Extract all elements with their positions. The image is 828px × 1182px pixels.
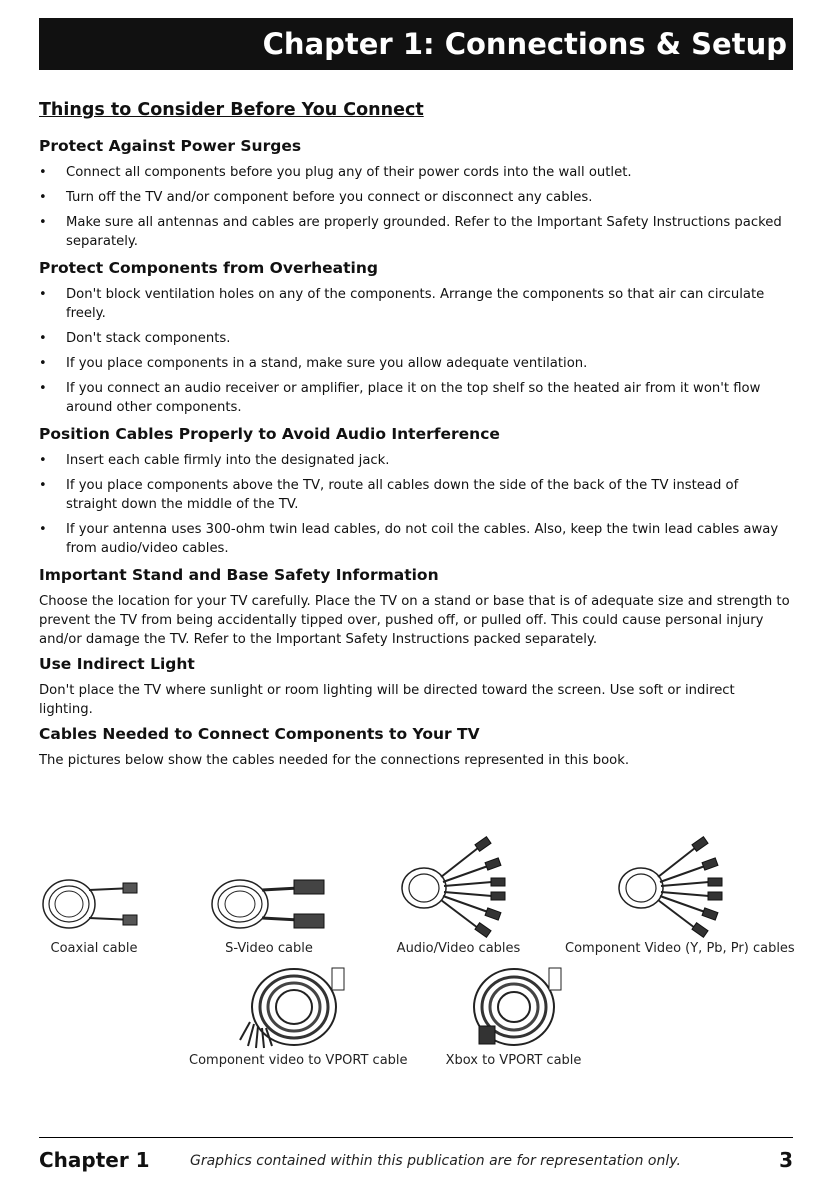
section-title-surges: Protect Against Power Surges [39,137,302,155]
list-item: • If you place components above the TV, route all cables down the side of the back of the TV instead of straight down the middle of the TV. [39,478,739,512]
caption-av: Audio/Video cables [396,941,521,956]
caption-svideo: S-Video cable [225,941,313,956]
page-content [39,97,791,774]
bullet-icon: • [39,215,47,230]
interference-list [39,451,791,558]
bullet-icon: • [39,381,47,396]
bullet-icon: • [39,331,47,346]
bullet-icon: • [39,190,47,205]
list-item: • If your antenna uses 300-ohm twin lead cables, do not coil the cables. Also, keep the twin lead cables away from audio/video cables. [39,522,779,556]
list-item: • Make sure all antennas and cables are properly grounded. Refer to the Important Safety Instructions packed separately. [39,215,782,249]
figure-component [565,832,795,958]
list-item: • If you connect an audio receiver or amplifier, place it on the top shelf so the heated air from it won't flow around other components. [39,381,761,415]
footer-divider [39,1137,793,1138]
footer-chapter-label: Chapter 1 [39,1148,150,1172]
bullet-icon: • [39,287,47,302]
bullet-icon: • [39,165,47,180]
caption-comp-vport: Component video to VPORT cable [189,1053,408,1068]
page-number: 3 [779,1148,793,1172]
section-title-stand: Important Stand and Base Safety Information [39,566,439,584]
cables-paragraph: The pictures below show the cables needed for the connections represented in this book. [39,753,630,768]
footer-note: Graphics contained within this publication are for representation only. [190,1153,681,1169]
chapter-header-bar [39,18,793,70]
bullet-icon: • [39,453,47,468]
figure-av [396,832,521,958]
section-title-cables: Cables Needed to Connect Components to Your TV [39,725,480,743]
section-title-overheating: Protect Components from Overheating [39,259,378,277]
list-item: • If you place components in a stand, make sure you allow adequate ventilation. [39,356,588,371]
chapter-title: Chapter 1: Connections & Setup [262,27,787,61]
caption-coaxial: Coaxial cable [50,941,138,956]
caption-xbox-vport: Xbox to VPORT cable [445,1053,582,1068]
list-item: • Insert each cable firmly into the designated jack. [39,453,390,468]
svideo-cable-icon [204,868,334,940]
figure-coaxial [39,868,149,958]
list-item: • Turn off the TV and/or component before you connect or disconnect any cables. [39,190,593,205]
figure-comp-vport [189,962,408,1070]
stand-paragraph: Choose the location for your TV carefully. Place the TV on a stand or base that is of adequate size and strength to prevent the TV from being accidentally tipped over, pushed off, or pulled off. This could cause personal injury and/or damage the TV. Refer to the Important Safety Instructions packed separately. [39,594,790,647]
cable-figures [39,832,793,1082]
figure-svideo [204,868,334,958]
main-heading: Things to Consider Before You Connect [39,100,424,120]
section-title-interference: Position Cables Properly to Avoid Audio Interference [39,425,500,443]
caption-component: Component Video (Y, Pb, Pr) cables [565,941,795,956]
bullet-icon: • [39,522,47,537]
light-paragraph: Don't place the TV where sunlight or room lighting will be directed toward the screen. Use soft or indirect lighting. [39,683,735,717]
overheating-list [39,285,791,417]
bullet-icon: • [39,356,47,371]
bullet-icon: • [39,478,47,493]
xbox-vport-cable-icon [459,962,569,1052]
list-item: • Don't stack components. [39,331,231,346]
component-vport-cable-icon [232,962,362,1052]
component-cable-icon [613,832,738,940]
av-cable-icon [396,832,521,940]
figure-xbox-vport [441,962,586,1070]
list-item: • Connect all components before you plug any of their power cords into the wall outlet. [39,165,632,180]
coaxial-cable-icon [39,868,149,940]
list-item: • Don't block ventilation holes on any of the components. Arrange the components so that air can circulate freely. [39,287,765,321]
section-title-light: Use Indirect Light [39,655,195,673]
surges-list [39,163,791,251]
